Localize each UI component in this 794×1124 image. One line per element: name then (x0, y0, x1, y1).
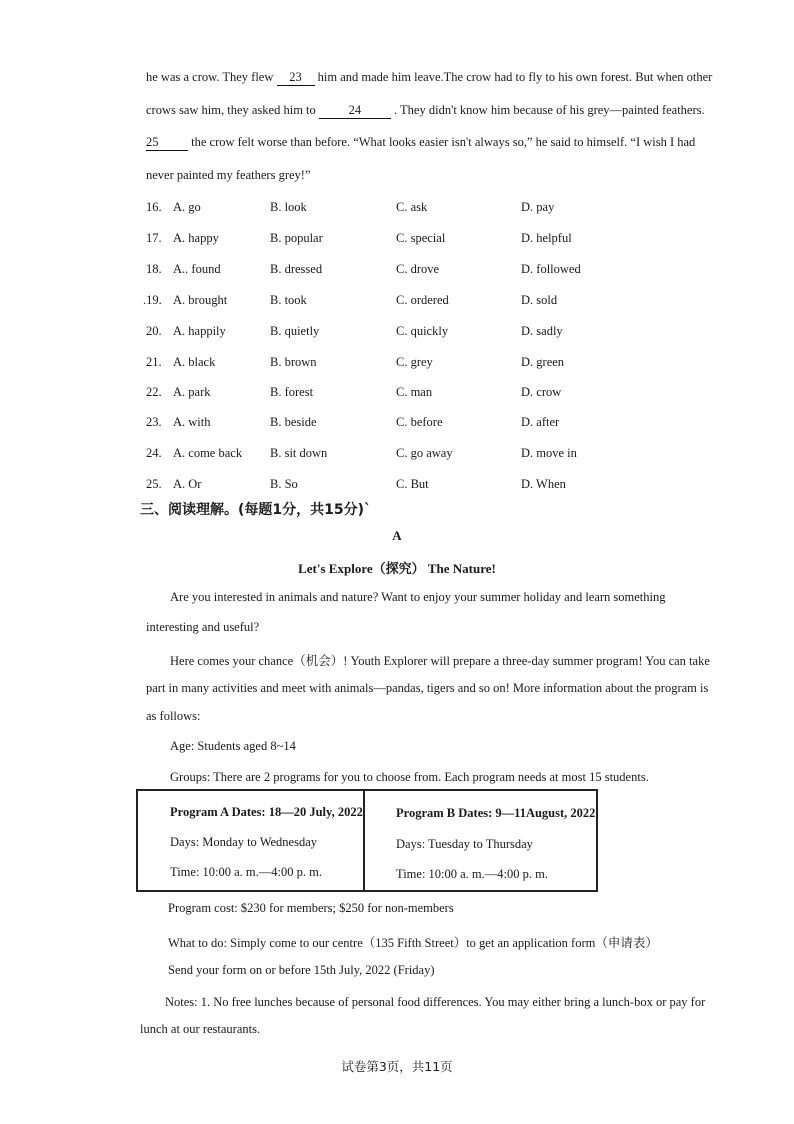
option-c: C. go away (396, 446, 453, 460)
paragraph-2-line-3: as follows: (146, 709, 201, 723)
option-b: B. popular (270, 231, 323, 245)
blank-25: 25 (146, 135, 188, 151)
option-a: A. brought (173, 293, 228, 307)
question-number: 22. (146, 385, 162, 399)
table-divider (363, 791, 365, 890)
question-number: 21. (146, 355, 162, 369)
option-a: A. Or (173, 477, 202, 491)
part-label: A (392, 528, 402, 543)
notes-line-1: Notes: 1. No free lunches because of personal food differences. You may either bring a lunch-box or pay for (165, 995, 706, 1009)
option-d: D. move in (521, 446, 577, 460)
passage-text: him and made him leave.The crow had to fly to his own forest. But when other (317, 70, 713, 84)
paragraph-1-line-2: interesting and useful? (146, 620, 260, 634)
passage-text: the crow felt worse than before. “What looks easier isn't always so,” he said to himself. “I wish I had (191, 135, 696, 149)
page-footer: 试卷第3页，共11页 (341, 1059, 453, 1074)
program-b-time: Time: 10:00 a. m.—4:00 p. m. (396, 867, 548, 881)
blank-24: 24 (319, 103, 391, 119)
paragraph-2-line-2: part in many activities and meet with animals—pandas, tigers and so on! More information about the program is (146, 681, 709, 695)
option-b: B. sit down (270, 446, 328, 460)
paragraph-2-line-1: Here comes your chance（机会）! Youth Explorer will prepare a three-day summer program! You can take (170, 654, 710, 668)
option-a: A.. found (173, 262, 221, 276)
program-b-days: Days: Tuesday to Thursday (396, 837, 533, 851)
option-b: B. forest (270, 385, 314, 399)
question-number: 23. (146, 415, 162, 429)
option-d: D. sold (521, 293, 558, 307)
question-number: .19. (143, 293, 162, 307)
question-number: 25. (146, 477, 162, 491)
option-c: C. But (396, 477, 429, 491)
option-b: B. look (270, 200, 307, 214)
option-c: C. special (396, 231, 446, 245)
option-d: D. sadly (521, 324, 563, 338)
section-heading: 三、阅读理解。(每题1分，共15分)` (140, 502, 372, 518)
option-b: B. took (270, 293, 307, 307)
question-number: 18. (146, 262, 162, 276)
option-b: B. So (270, 477, 298, 491)
option-a: A. go (173, 200, 201, 214)
passage-text: . They didn't know him because of his grey—painted feathers. (394, 103, 705, 117)
question-number: 24. (146, 446, 162, 460)
passage-text: he was a crow. They flew (146, 70, 274, 84)
question-number: 16. (146, 200, 162, 214)
age-line: Age: Students aged 8~14 (170, 739, 296, 753)
program-a-time: Time: 10:00 a. m.—4:00 p. m. (170, 865, 322, 879)
option-a: A. happily (173, 324, 226, 338)
program-a-dates: Program A Dates: 18—20 July, 2022 (170, 805, 363, 819)
option-c: C. man (396, 385, 433, 399)
send-line: Send your form on or before 15th July, 2022 (Friday) (168, 963, 435, 977)
option-c: C. ask (396, 200, 428, 214)
option-a: A. happy (173, 231, 219, 245)
question-number: 20. (146, 324, 162, 338)
option-c: C. before (396, 415, 443, 429)
passage-line-1 (146, 70, 712, 86)
what-to-do-line: What to do: Simply come to our centre（135 Fifth Street）to get an application form（申请表） (168, 936, 658, 950)
option-c: C. grey (396, 355, 433, 369)
option-d: D. helpful (521, 231, 572, 245)
passage-line-2 (146, 103, 705, 119)
option-c: C. drove (396, 262, 440, 276)
option-b: B. dressed (270, 262, 323, 276)
passage-text: crows saw him, they asked him to (146, 103, 316, 117)
option-a: A. park (173, 385, 211, 399)
option-b: B. quietly (270, 324, 320, 338)
option-d: D. crow (521, 385, 562, 399)
option-d: D. after (521, 415, 560, 429)
option-c: C. quickly (396, 324, 449, 338)
option-d: D. followed (521, 262, 581, 276)
option-a: A. with (173, 415, 211, 429)
passage-line-3 (146, 135, 695, 151)
article-title: Let's Explore（探究） The Nature! (298, 561, 496, 576)
cost-line: Program cost: $230 for members; $250 for non-members (168, 901, 454, 915)
paragraph-1-line-1: Are you interested in animals and nature? Want to enjoy your summer holiday and learn something (170, 590, 666, 604)
option-d: D. green (521, 355, 565, 369)
program-b-dates: Program B Dates: 9—11August, 2022 (396, 806, 596, 820)
question-number: 17. (146, 231, 162, 245)
option-b: B. beside (270, 415, 317, 429)
program-table (136, 789, 598, 892)
notes-line-2: lunch at our restaurants. (140, 1022, 261, 1036)
program-a-days: Days: Monday to Wednesday (170, 835, 318, 849)
option-a: A. come back (173, 446, 243, 460)
option-d: D. pay (521, 200, 555, 214)
option-a: A. black (173, 355, 216, 369)
option-c: C. ordered (396, 293, 449, 307)
option-d: D. When (521, 477, 566, 491)
groups-line: Groups: There are 2 programs for you to choose from. Each program needs at most 15 students. (170, 770, 649, 784)
option-b: B. brown (270, 355, 317, 369)
blank-23: 23 (277, 70, 315, 86)
passage-line-4: never painted my feathers grey!” (146, 168, 311, 182)
